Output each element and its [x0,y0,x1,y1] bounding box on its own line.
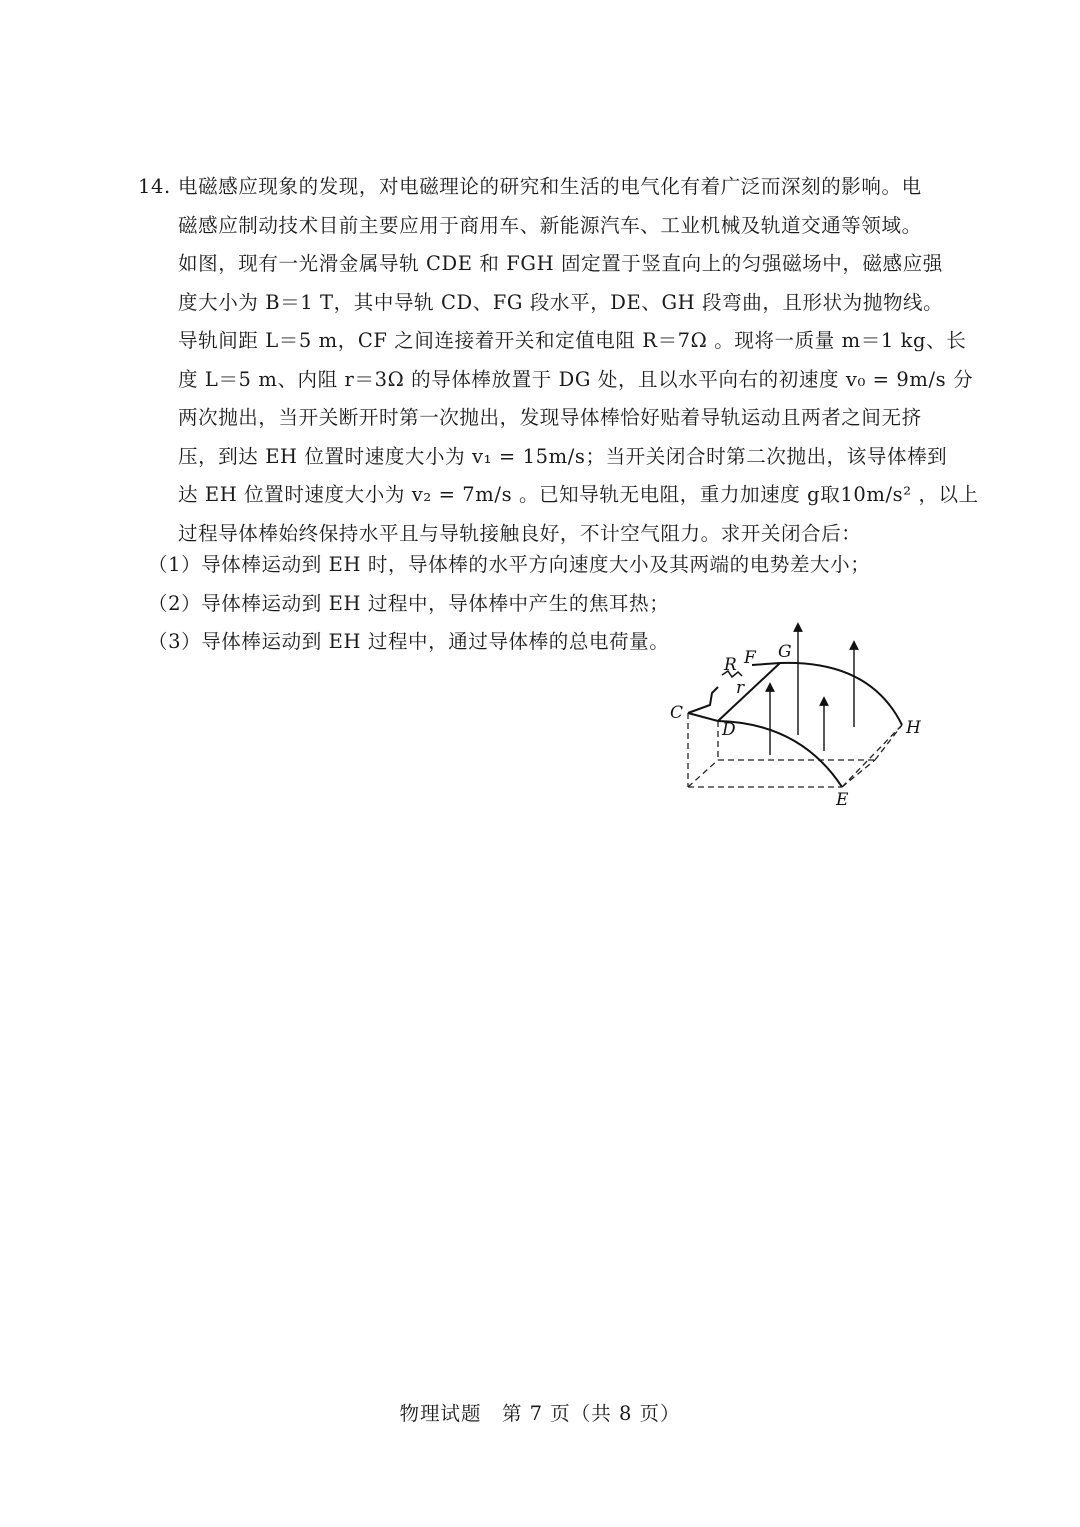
label-c: C [670,703,684,723]
subquestion-3: （3）导体棒运动到 EH 过程中，通过导体棒的总电荷量。 [148,630,670,653]
wire-c-r [688,687,718,713]
page-footer: 物理试题 第 7 页（共 8 页） [399,1402,681,1425]
label-r-resistor: R [724,655,737,675]
label-g: G [778,642,792,662]
question-text-line: 度 L＝5 m、内阻 r＝3Ω 的导体棒放置于 DG 处，且以水平向右的初速度 v₀ = 9m/s 分 [178,367,974,391]
subquestion-2: （2）导体棒运动到 EH 过程中，导体棒中产生的焦耳热； [148,591,670,615]
label-d: D [722,720,736,740]
question-text-line: 过程导体棒始终保持水平且与导轨接触良好，不计空气阻力。求开关闭合后： [178,521,862,545]
dashed-frame [688,713,902,787]
question-text-line: 如图，现有一光滑金属导轨 CDE 和 FGH 固定置于竖直向上的匀强磁场中，磁感应强 [178,252,943,275]
label-r-internal: r [736,678,745,698]
question-text-line: 达 EH 位置时速度大小为 v₂ = 7m/s 。已知导轨无电阻，重力加速度 g取10m/s² ，以上 [178,483,979,506]
question-14 [138,168,979,553]
rail-cd [688,713,718,721]
question-number: 14. [138,175,171,198]
question-text-line: 压，到达 EH 位置时速度大小为 v₁ = 15m/s；当开关闭合时第二次抛出，该导体棒到 [178,444,948,468]
question-line-1 [138,168,948,207]
rail-figure [660,615,940,815]
question-text-line: 导轨间距 L＝5 m，CF 之间连接着开关和定值电阻 R＝7Ω 。现将一质量 m＝1 kg、长 [178,329,967,352]
label-e: E [836,790,849,810]
subquestion-1: （1）导体棒运动到 EH 时，导体棒的水平方向速度大小及其两端的电势差大小； [148,553,871,576]
rail-diagram [660,615,940,815]
rail-fg [752,663,780,665]
rails [688,663,902,787]
label-f: F [744,648,756,668]
question-text-line: 电磁感应现象的发现，对电磁理论的研究和生活的电气化有着广泛而深刻的影响。电 [178,175,922,198]
question-text-line: 度大小为 B＝1 T，其中导轨 CD、FG 段水平，DE、GH 段弯曲，且形状为抛物线。 [178,290,944,314]
question-text-line: 磁感应制动技术目前主要应用于商用车、新能源汽车、工业机械及轨道交通等领域。 [178,213,922,237]
label-h: H [906,718,921,738]
question-text-line: 两次抛出，当开关断开时第一次抛出，发现导体棒恰好贴着导轨运动且两者之间无挤 [178,406,922,429]
